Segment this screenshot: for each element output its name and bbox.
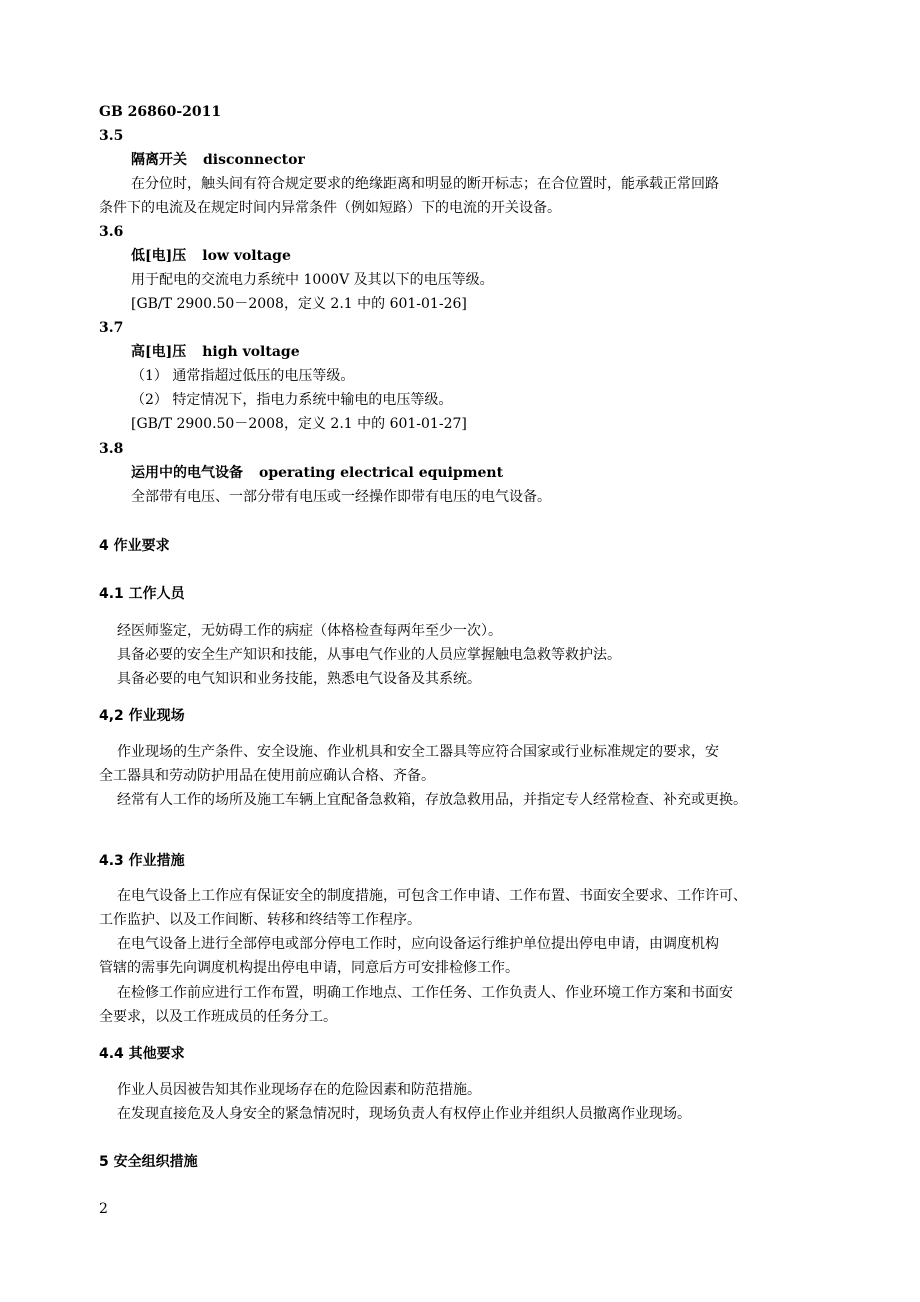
term-number-3-5: 3.5 — [99, 128, 124, 144]
term-title-en: high voltage — [202, 344, 300, 360]
paragraph-line: 全部带有电压、一部分带有电压或一经操作即带有电压的电气设备。 — [131, 489, 551, 505]
term-title-en: low voltage — [202, 248, 291, 264]
term-number-3-6: 3.6 — [99, 224, 124, 240]
paragraph-line: 作业现场的生产条件、安全设施、作业机具和安全工器具等应符合国家或行业标准规定的要求，安 — [117, 744, 719, 760]
term-number-3-7: 3.7 — [99, 320, 124, 336]
paragraph-line: 作业人员因被告知其作业现场存在的危险因素和防范措施。 — [117, 1082, 481, 1098]
term-title-3-8 — [131, 463, 503, 483]
term-title-3-7 — [131, 342, 300, 362]
subsection-heading-4-1: 4.1 工作人员 — [99, 586, 185, 602]
page-number: 2 — [99, 1201, 108, 1217]
subsection-heading-4-2: 4,2 作业现场 — [99, 708, 185, 724]
paragraph-line: 具备必要的安全生产知识和技能，从事电气作业的人员应掌握触电急救等救护法。 — [117, 647, 621, 663]
term-title-3-6 — [131, 246, 291, 266]
paragraph-line: 经医师鉴定，无妨碍工作的病症（体格检查每两年至少一次）。 — [117, 623, 502, 639]
paragraph-line: 用于配电的交流电力系统中 1000V 及其以下的电压等级。 — [131, 272, 494, 288]
term-title-zh: 隔离开关 — [131, 152, 187, 168]
term-title-zh: 低[电]压 — [131, 248, 187, 264]
list-item: （1） 通常指超过低压的电压等级。 — [131, 368, 355, 384]
paragraph-line: 在分位时，触头间有符合规定要求的绝缘距离和明显的断开标志；在合位置时，能承载正常回路 — [131, 176, 719, 192]
reference-line: [GB/T 2900.50－2008，定义 2.1 中的 601-01-27] — [131, 416, 467, 432]
paragraph-line: 在电气设备上进行全部停电或部分停电工作时，应向设备运行维护单位提出停电申请，由调度机构 — [117, 936, 719, 952]
paragraph-line: 管辖的需事先向调度机构提出停电申请，同意后方可安排检修工作。 — [99, 960, 519, 976]
standard-code: GB 26860-2011 — [99, 104, 222, 120]
paragraph-line: 在检修工作前应进行工作布置，明确工作地点、工作任务、工作负责人、作业环境工作方案和书面安 — [117, 985, 733, 1001]
paragraph-line: 条件下的电流及在规定时间内异常条件（例如短路）下的电流的开关设备。 — [99, 200, 561, 216]
term-title-zh: 高[电]压 — [131, 344, 187, 360]
term-title-3-5 — [131, 150, 305, 170]
paragraph-line: 全要求，以及工作班成员的任务分工。 — [99, 1009, 337, 1025]
subsection-heading-4-3: 4.3 作业措施 — [99, 853, 185, 869]
paragraph-line: 在发现直接危及人身安全的紧急情况时，现场负责人有权停止作业并组织人员撤离作业现场。 — [117, 1106, 691, 1122]
paragraph-line: 全工器具和劳动防护用品在使用前应确认合格、齐备。 — [99, 768, 435, 784]
section-heading-5: 5 安全组织措施 — [99, 1154, 198, 1170]
term-title-en: disconnector — [203, 152, 305, 168]
term-title-en: operating electrical equipment — [259, 465, 504, 481]
paragraph-line: 具备必要的电气知识和业务技能，熟悉电气设备及其系统。 — [117, 671, 481, 687]
reference-line: [GB/T 2900.50－2008，定义 2.1 中的 601-01-26] — [131, 296, 467, 312]
paragraph-line: 在电气设备上工作应有保证安全的制度措施，可包含工作申请、工作布置、书面安全要求、工作许可、 — [117, 888, 747, 904]
paragraph-line: 工作监护、以及工作间断、转移和终结等工作程序。 — [99, 912, 421, 928]
paragraph-line: 经常有人工作的场所及施工车辆上宜配备急救箱，存放急救用品，并指定专人经常检查、补充或更换。 — [117, 792, 747, 808]
term-number-3-8: 3.8 — [99, 441, 124, 457]
subsection-heading-4-4: 4.4 其他要求 — [99, 1046, 185, 1062]
term-title-zh: 运用中的电气设备 — [131, 465, 243, 481]
list-item: （2） 特定情况下，指电力系统中输电的电压等级。 — [131, 392, 453, 408]
section-heading-4: 4 作业要求 — [99, 538, 170, 554]
